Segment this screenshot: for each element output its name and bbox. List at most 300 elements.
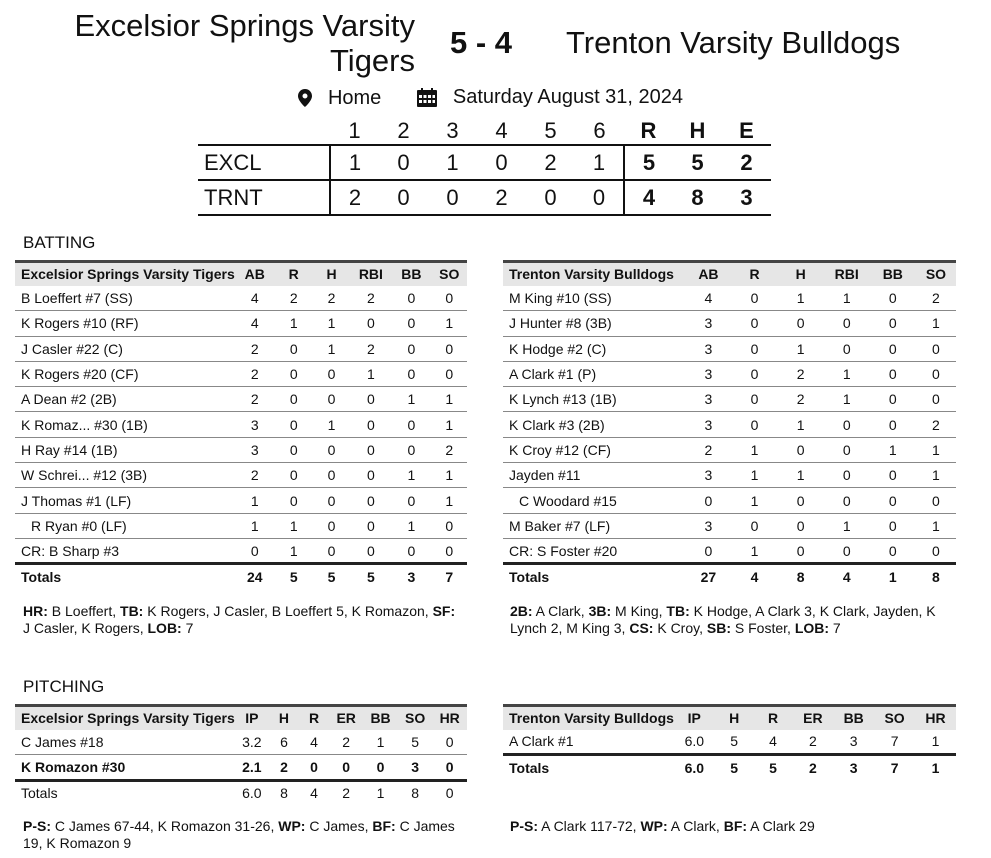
linescore-row (198, 180, 771, 215)
note-text: S Foster, (731, 620, 795, 636)
player-row (15, 412, 467, 437)
linescore-cell: 0 (477, 145, 526, 180)
totals-cell: 7 (431, 564, 467, 589)
linescore-cell: 1 (428, 145, 477, 180)
stat-cell: 0 (778, 311, 824, 336)
stat-cell: 0 (870, 513, 916, 538)
stat-cell: 0 (731, 361, 777, 386)
calendar-icon (417, 88, 437, 107)
totals-cell: 6.0 (235, 780, 269, 805)
note-text: 7 (181, 620, 194, 636)
stat-column-header: R (731, 262, 777, 286)
game-meta (0, 86, 991, 113)
stat-column-header: H (313, 262, 351, 286)
player-row (15, 286, 467, 311)
stat-cell: 0 (391, 437, 431, 462)
player-name: C Woodard #15 (503, 488, 685, 513)
player-row (15, 437, 467, 462)
stat-cell: 2 (329, 730, 363, 755)
linescore-hits: 8 (673, 180, 722, 215)
stat-cell: 1 (778, 336, 824, 361)
totals-cell: 2 (329, 780, 363, 805)
linescore-header: H (689, 118, 706, 143)
date-text: Saturday August 31, 2024 (452, 86, 684, 108)
note-text: C James 67-44, K Romazon 31-26, (51, 818, 279, 834)
stat-cell: 0 (275, 361, 313, 386)
stat-cell: 0 (350, 538, 391, 563)
stat-cell: 2 (778, 361, 824, 386)
note-label: P-S: (510, 818, 538, 834)
note-label: 3B: (588, 603, 612, 619)
linescore-cell: 1 (330, 145, 379, 180)
stat-cell: 4 (299, 730, 329, 755)
stat-cell: 2.1 (235, 755, 269, 780)
player-name: C James #18 (15, 730, 235, 755)
stat-cell: 1 (313, 311, 351, 336)
stat-cell: 0 (350, 412, 391, 437)
note-text: B Loeffert, (47, 603, 121, 619)
stat-cell: 1 (431, 412, 467, 437)
linescore-runs: 4 (624, 180, 673, 215)
away-batting-table (503, 260, 956, 589)
stat-cell: 2 (235, 361, 275, 386)
note-label: 2B: (510, 603, 533, 619)
stat-column-header: IP (235, 706, 269, 730)
player-name: W Schrei... #12 (3B) (15, 463, 235, 488)
stat-cell: 1 (235, 488, 275, 513)
note-label: LOB: (147, 620, 182, 636)
note-text: C James 19, K Romazon 9 (23, 818, 455, 851)
stat-cell: 0 (313, 361, 351, 386)
team-column-header: Trenton Varsity Bulldogs (503, 706, 674, 730)
player-name: M King #10 (SS) (503, 286, 685, 311)
stat-cell: 0 (916, 488, 956, 513)
home-team-name: Excelsior Springs Varsity Tigers (74, 8, 415, 78)
stat-cell: 1 (915, 730, 956, 755)
note-text: A Clark, (532, 603, 589, 619)
totals-cell: 0 (432, 780, 467, 805)
linescore-cell: 0 (526, 180, 575, 215)
player-row (15, 463, 467, 488)
stat-cell: 0 (778, 513, 824, 538)
player-row (15, 387, 467, 412)
stat-cell: 1 (916, 463, 956, 488)
note-label: SB: (706, 620, 731, 636)
player-name: H Ray #14 (1B) (15, 437, 235, 462)
note-label: P-S: (23, 818, 51, 834)
player-name: K Rogers #10 (RF) (15, 311, 235, 336)
player-name: K Romazon #30 (15, 755, 235, 780)
stat-cell: 0 (313, 488, 351, 513)
totals-cell: 24 (235, 564, 275, 589)
stat-cell: 0 (870, 463, 916, 488)
stat-column-header: AB (235, 262, 275, 286)
stat-cell: 0 (363, 755, 398, 780)
stat-cell: 0 (870, 488, 916, 513)
stat-cell: 6 (269, 730, 299, 755)
stat-cell: 0 (870, 286, 916, 311)
stat-cell: 0 (313, 538, 351, 563)
stat-cell: 3 (833, 730, 874, 755)
note-label: BF: (723, 818, 748, 834)
map-pin-icon (298, 89, 312, 107)
linescore-header: R (640, 118, 657, 143)
player-row (503, 412, 956, 437)
note-text: A Clark, (667, 818, 724, 834)
linescore-runs: 5 (624, 145, 673, 180)
stat-cell: 1 (313, 412, 351, 437)
player-name: A Dean #2 (2B) (15, 387, 235, 412)
stat-column-header: R (754, 706, 793, 730)
stat-cell: 1 (731, 463, 777, 488)
totals-cell: 3 (833, 755, 874, 780)
stat-cell: 0 (824, 311, 870, 336)
stat-cell: 0 (731, 513, 777, 538)
stat-cell: 1 (731, 488, 777, 513)
stat-column-header: IP (674, 706, 715, 730)
stat-cell: 1 (275, 513, 313, 538)
stat-cell: 0 (870, 538, 916, 563)
stat-cell: 1 (778, 463, 824, 488)
stat-cell: 0 (350, 437, 391, 462)
stat-cell: 4 (685, 286, 731, 311)
player-row (503, 538, 956, 563)
player-name: A Clark #1 (P) (503, 361, 685, 386)
stat-cell: 3 (235, 412, 275, 437)
stat-cell: 4 (754, 730, 793, 755)
home-pitching-table (15, 704, 467, 805)
stat-cell: 3 (685, 412, 731, 437)
linescore-cell: 0 (379, 145, 428, 180)
stat-cell: 0 (313, 387, 351, 412)
stat-column-header: H (778, 262, 824, 286)
stat-cell: 3 (685, 513, 731, 538)
note-text: M King, (611, 603, 667, 619)
away-pitching-table (503, 704, 956, 780)
note-text: J Casler, K Rogers, (23, 620, 148, 636)
player-row (15, 336, 467, 361)
linescore-cell: 1 (575, 145, 624, 180)
stat-cell: 0 (432, 730, 467, 755)
totals-label: Totals (15, 780, 235, 805)
player-name: K Rogers #20 (CF) (15, 361, 235, 386)
stat-cell: 0 (275, 463, 313, 488)
totals-row (503, 755, 956, 780)
stat-column-header: BB (870, 262, 916, 286)
stat-cell: 1 (313, 336, 351, 361)
stat-cell: 1 (431, 311, 467, 336)
stat-cell: 1 (916, 311, 956, 336)
player-name: B Loeffert #7 (SS) (15, 286, 235, 311)
stat-column-header: RBI (824, 262, 870, 286)
team-column-header: Excelsior Springs Varsity Tigers (15, 706, 235, 730)
player-row (15, 488, 467, 513)
stat-cell: 0 (391, 311, 431, 336)
stat-column-header: SO (431, 262, 467, 286)
stat-cell: 2 (350, 336, 391, 361)
stat-cell: 1 (916, 513, 956, 538)
linescore-header: 5 (544, 118, 557, 143)
stat-cell: 3 (685, 387, 731, 412)
stat-cell: 2 (916, 286, 956, 311)
totals-cell: 3 (391, 564, 431, 589)
stat-column-header: ER (792, 706, 833, 730)
stat-cell: 0 (916, 538, 956, 563)
stat-cell: 0 (313, 463, 351, 488)
team-column-header: Trenton Varsity Bulldogs (503, 262, 685, 286)
note-text: A Clark 117-72, (538, 818, 641, 834)
player-row (503, 437, 956, 462)
stat-cell: 3 (685, 336, 731, 361)
player-row (15, 538, 467, 563)
stat-cell: 2 (778, 387, 824, 412)
note-label: WP: (640, 818, 668, 834)
note-label: TB: (120, 603, 144, 619)
pitching-title: PITCHING (23, 677, 105, 696)
linescore-cell: 2 (526, 145, 575, 180)
linescore-hits: 5 (673, 145, 722, 180)
stat-cell: 1 (391, 513, 431, 538)
linescore-cell: 0 (379, 180, 428, 215)
totals-cell: 2 (792, 755, 833, 780)
stat-column-header: H (715, 706, 754, 730)
stat-cell: 0 (916, 387, 956, 412)
stat-cell: 0 (329, 755, 363, 780)
stat-column-header: SO (874, 706, 915, 730)
stat-cell: 3 (685, 463, 731, 488)
linescore-team: EXCL (198, 145, 330, 180)
stat-cell: 0 (870, 412, 916, 437)
stat-cell: 1 (824, 361, 870, 386)
player-row (503, 286, 956, 311)
stat-cell: 2 (916, 412, 956, 437)
stat-cell: 0 (350, 463, 391, 488)
stat-cell: 0 (431, 361, 467, 386)
stat-cell: 5 (398, 730, 433, 755)
stat-column-header: R (275, 262, 313, 286)
note-text: K Croy, (653, 620, 707, 636)
note-label: TB: (666, 603, 690, 619)
stat-column-header: R (299, 706, 329, 730)
linescore-header: E (739, 118, 754, 143)
stat-cell: 0 (870, 311, 916, 336)
totals-cell: 5 (275, 564, 313, 589)
stat-cell: 1 (391, 387, 431, 412)
stat-column-header: RBI (350, 262, 391, 286)
totals-cell: 8 (398, 780, 433, 805)
home-batting-table (15, 260, 467, 589)
player-name: M Baker #7 (LF) (503, 513, 685, 538)
stat-cell: 0 (685, 538, 731, 563)
stat-cell: 0 (275, 488, 313, 513)
player-row (503, 336, 956, 361)
totals-cell: 8 (269, 780, 299, 805)
away-batting-notes (510, 603, 950, 637)
stat-cell: 0 (431, 538, 467, 563)
totals-cell: 8 (778, 564, 824, 589)
totals-cell: 8 (916, 564, 956, 589)
away-team-name: Trenton Varsity Bulldogs (566, 25, 901, 60)
player-row (503, 361, 956, 386)
stat-cell: 1 (778, 286, 824, 311)
totals-cell: 7 (874, 755, 915, 780)
stat-column-header: BB (833, 706, 874, 730)
final-score: 5 - 4 (450, 25, 513, 60)
stat-cell: 0 (275, 336, 313, 361)
stat-cell: 0 (916, 336, 956, 361)
stat-column-header: SO (916, 262, 956, 286)
stat-cell: 0 (824, 412, 870, 437)
stat-cell: 3 (685, 311, 731, 336)
totals-cell: 5 (715, 755, 754, 780)
stat-cell: 0 (824, 463, 870, 488)
note-label: WP: (278, 818, 306, 834)
stat-cell: 0 (391, 538, 431, 563)
stat-cell: 2 (235, 387, 275, 412)
player-name: J Hunter #8 (3B) (503, 311, 685, 336)
stat-cell: 0 (432, 755, 467, 780)
stat-cell: 3 (235, 437, 275, 462)
stat-cell: 3 (685, 361, 731, 386)
stat-cell: 0 (391, 336, 431, 361)
totals-row (15, 780, 467, 805)
totals-row (15, 564, 467, 589)
totals-cell: 1 (870, 564, 916, 589)
stat-cell: 0 (731, 387, 777, 412)
stat-cell: 1 (731, 437, 777, 462)
stat-cell: 0 (391, 286, 431, 311)
stat-cell: 0 (235, 538, 275, 563)
note-label: BF: (372, 818, 396, 834)
linescore-errors: 3 (722, 180, 771, 215)
note-text: C James, (305, 818, 373, 834)
player-row (503, 311, 956, 336)
totals-cell: 5 (313, 564, 351, 589)
batting-title: BATTING (23, 233, 96, 252)
stat-column-header: HR (432, 706, 467, 730)
stat-cell: 0 (391, 361, 431, 386)
stat-cell: 0 (350, 311, 391, 336)
stat-cell: 0 (431, 513, 467, 538)
away-pitching-notes (510, 818, 950, 835)
linescore-cell: 0 (428, 180, 477, 215)
note-text: A Clark 29 (747, 818, 815, 834)
player-name: A Clark #1 (503, 730, 674, 755)
linescore-header: 3 (446, 118, 459, 143)
stat-cell: 7 (874, 730, 915, 755)
stat-column-header: AB (685, 262, 731, 286)
player-name: R Ryan #0 (LF) (15, 513, 235, 538)
stat-cell: 0 (824, 538, 870, 563)
stat-column-header: BB (391, 262, 431, 286)
totals-cell: 4 (824, 564, 870, 589)
stat-cell: 1 (431, 387, 467, 412)
stat-cell: 0 (731, 412, 777, 437)
player-name: CR: S Foster #20 (503, 538, 685, 563)
stat-cell: 0 (916, 361, 956, 386)
stat-cell: 0 (431, 336, 467, 361)
date (417, 86, 693, 109)
player-name: CR: B Sharp #3 (15, 538, 235, 563)
note-label: CS: (629, 620, 654, 636)
totals-label: Totals (15, 564, 235, 589)
stat-column-header: BB (363, 706, 398, 730)
stat-cell: 0 (275, 387, 313, 412)
team-column-header: Excelsior Springs Varsity Tigers (15, 262, 235, 286)
player-row (503, 730, 956, 755)
stat-cell: 0 (685, 488, 731, 513)
linescore-team: TRNT (198, 180, 330, 215)
stat-column-header: H (269, 706, 299, 730)
player-name: J Casler #22 (C) (15, 336, 235, 361)
stat-cell: 0 (313, 513, 351, 538)
totals-cell: 6.0 (674, 755, 715, 780)
player-name: Jayden #11 (503, 463, 685, 488)
totals-cell: 4 (731, 564, 777, 589)
stat-cell: 0 (299, 755, 329, 780)
stat-column-header: ER (329, 706, 363, 730)
stat-cell: 2 (313, 286, 351, 311)
linescore-header: 4 (495, 118, 508, 143)
linescore-cell: 0 (575, 180, 624, 215)
player-row (503, 463, 956, 488)
player-row (15, 361, 467, 386)
stat-cell: 0 (350, 513, 391, 538)
stat-cell: 0 (870, 336, 916, 361)
note-label: LOB: (794, 620, 830, 636)
totals-cell: 27 (685, 564, 731, 589)
player-row (15, 755, 467, 780)
stat-column-header: SO (398, 706, 433, 730)
stat-cell: 0 (778, 488, 824, 513)
stat-cell: 2 (350, 286, 391, 311)
stat-cell: 0 (313, 437, 351, 462)
player-name: K Croy #12 (CF) (503, 437, 685, 462)
player-name: J Thomas #1 (LF) (15, 488, 235, 513)
player-row (503, 513, 956, 538)
totals-cell: 1 (363, 780, 398, 805)
stat-cell: 1 (824, 286, 870, 311)
player-row (503, 488, 956, 513)
stat-cell: 0 (391, 488, 431, 513)
player-name: K Romaz... #30 (1B) (15, 412, 235, 437)
stat-cell: 0 (870, 361, 916, 386)
linescore-errors: 2 (722, 145, 771, 180)
stat-cell: 4 (235, 311, 275, 336)
stat-cell: 0 (731, 286, 777, 311)
stat-cell: 1 (350, 361, 391, 386)
totals-cell: 5 (350, 564, 391, 589)
note-label: SF: (432, 603, 456, 619)
stat-cell: 1 (731, 538, 777, 563)
stat-cell: 3 (398, 755, 433, 780)
stat-cell: 1 (870, 437, 916, 462)
note-label: HR: (23, 603, 48, 619)
stat-cell: 2 (269, 755, 299, 780)
stat-cell: 1 (391, 463, 431, 488)
home-pitching-notes (23, 818, 468, 852)
stat-cell: 1 (916, 437, 956, 462)
linescore-header: 2 (397, 118, 410, 143)
stat-cell: 6.0 (674, 730, 715, 755)
location-text: Home (327, 86, 382, 109)
stat-cell: 1 (235, 513, 275, 538)
player-row (15, 311, 467, 336)
stat-cell: 0 (778, 538, 824, 563)
player-name: K Lynch #13 (1B) (503, 387, 685, 412)
linescore-row (198, 145, 771, 180)
stat-cell: 2 (685, 437, 731, 462)
